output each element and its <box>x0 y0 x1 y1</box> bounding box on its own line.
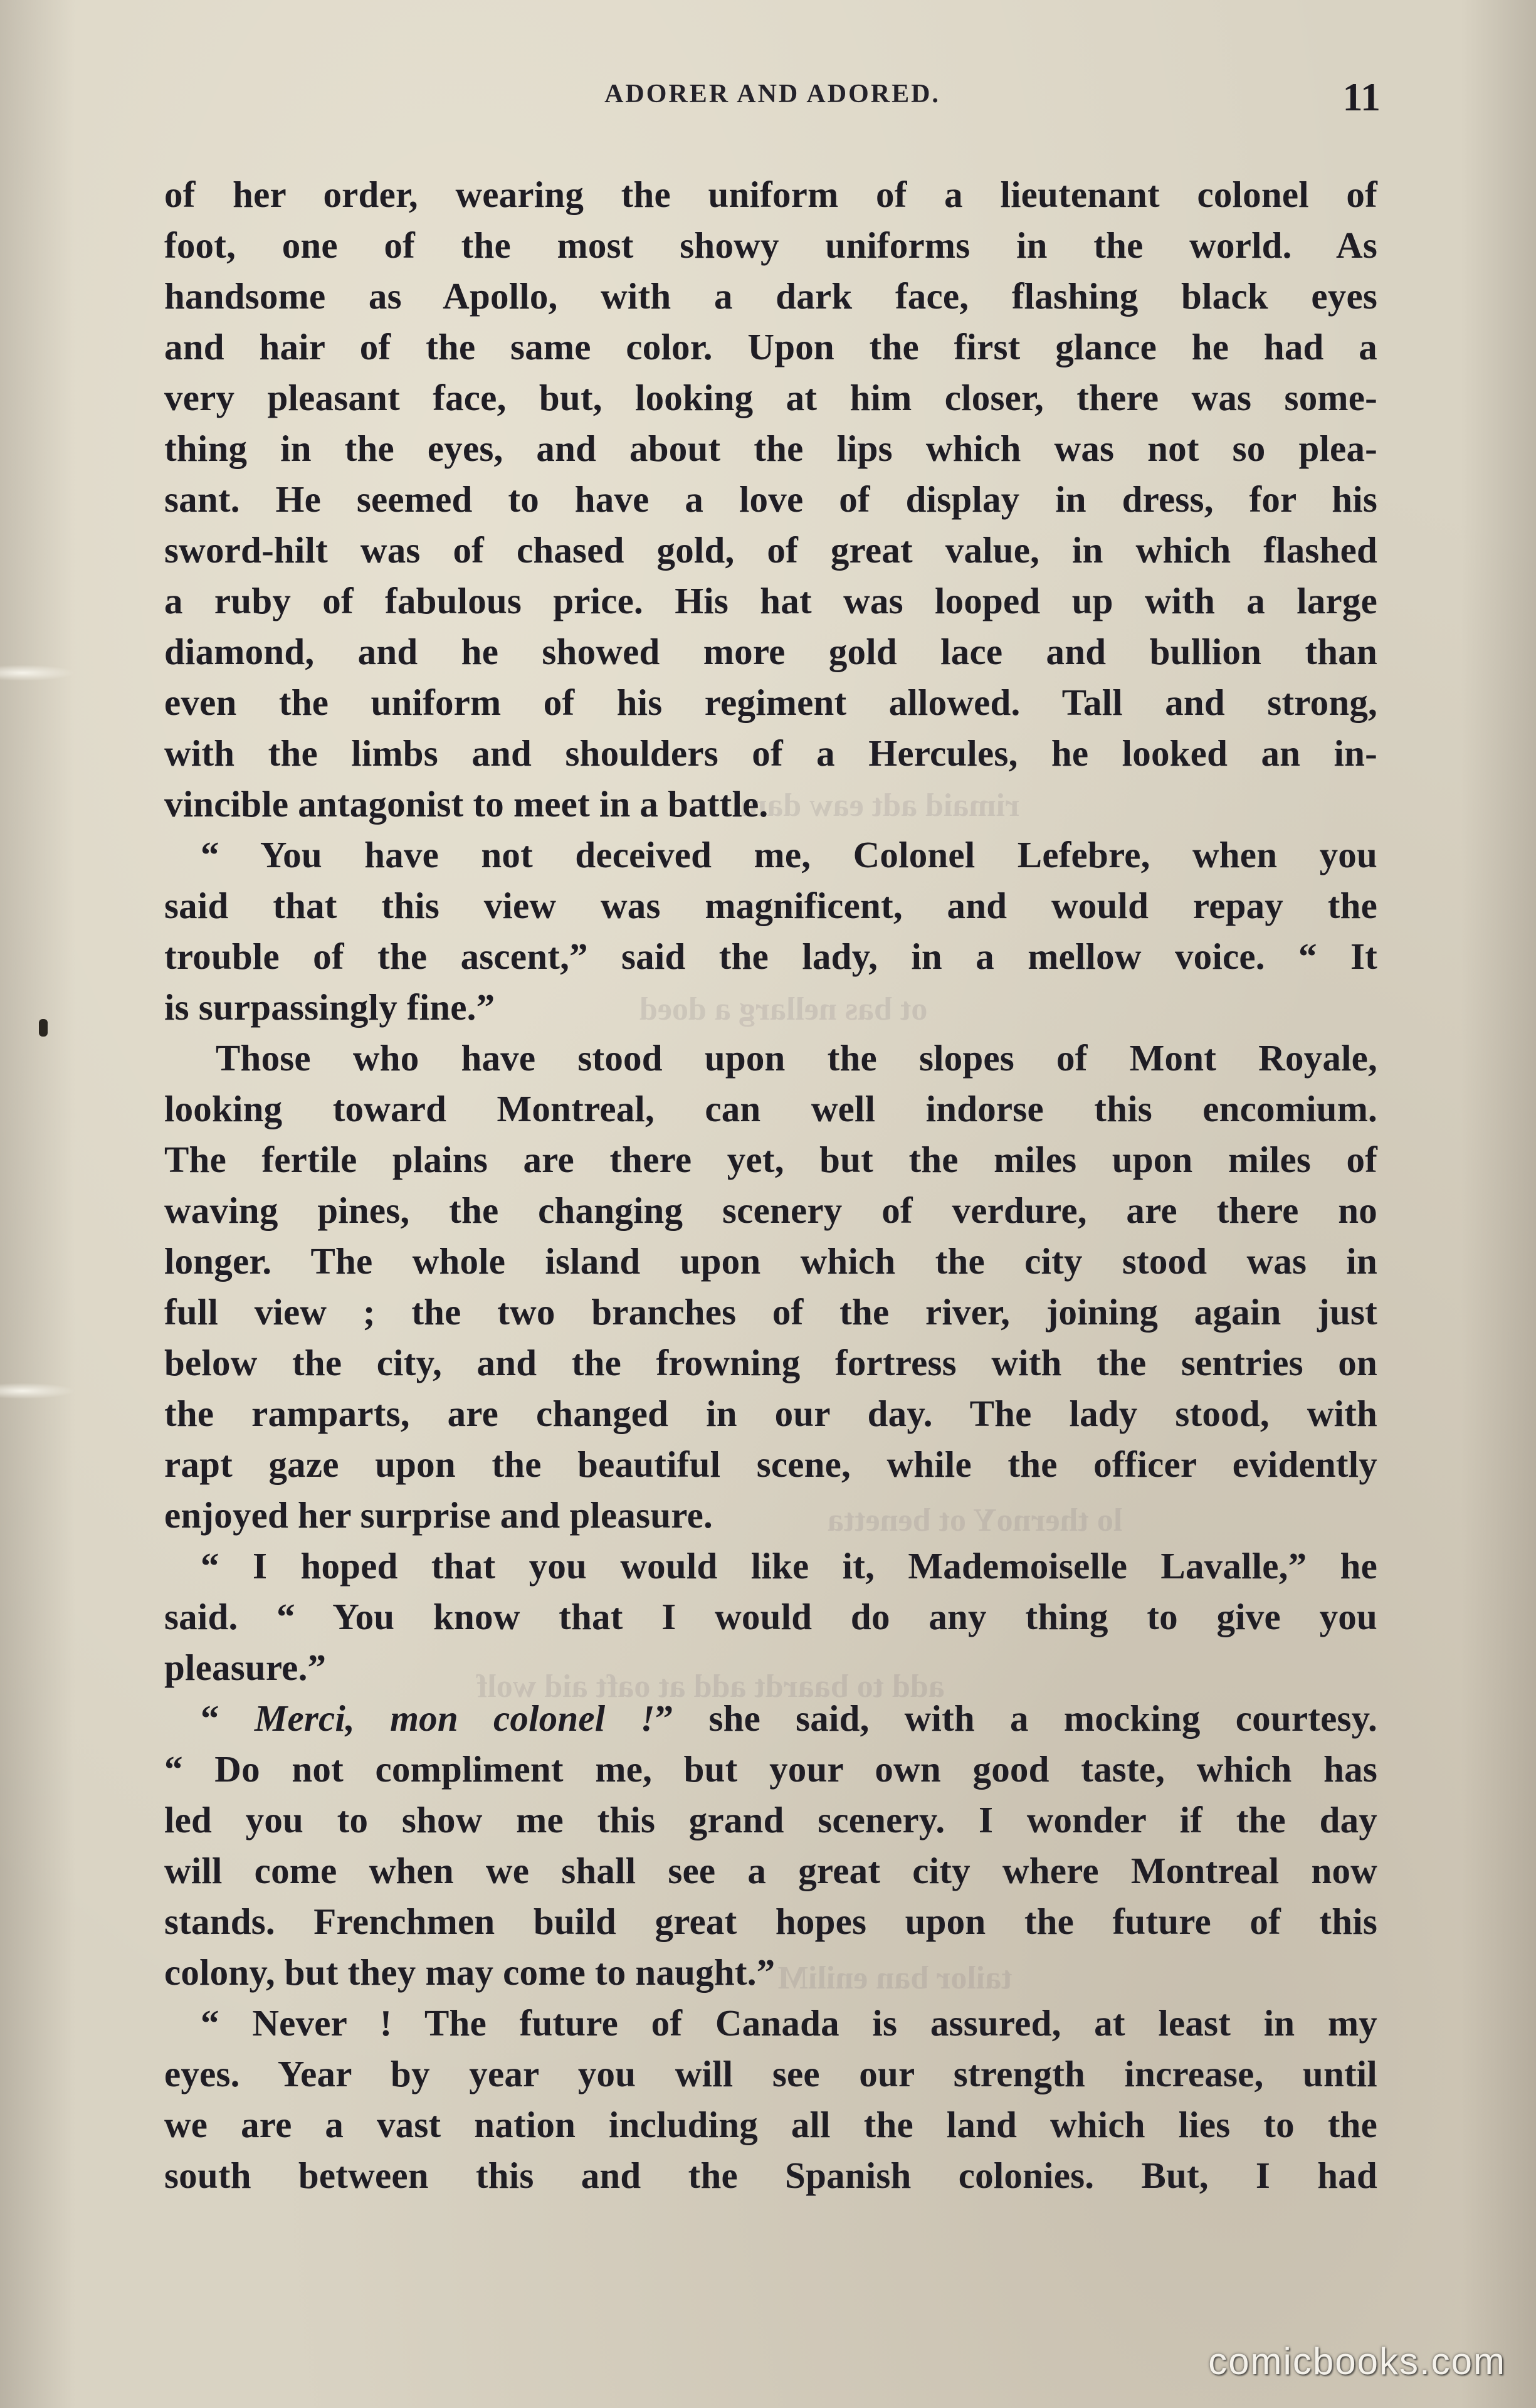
text-line: even the uniform of his regiment allowed. Tall and strong, <box>164 682 1377 723</box>
text-line: looking toward Montreal, can well indorse this encomium. <box>164 1088 1377 1129</box>
text-line: trouble of the ascent,” said the lady, in a mellow voice. “ It <box>164 936 1377 977</box>
text-line: with the limbs and shoulders of a Hercules, he looked an in- <box>164 732 1377 774</box>
text-line: very pleasant face, but, looking at him closer, there was some- <box>164 377 1377 418</box>
bleed-through-text: add to baardt add at oaft aid wolf <box>476 1669 945 1704</box>
text-line: will come when we shall see a great city where Montreal now <box>164 1850 1377 1891</box>
bleed-through-text: tailor ban eniliM <box>777 1960 1013 1996</box>
text-line: The fertile plains are there yet, but the miles upon miles of <box>164 1139 1377 1180</box>
text-line: said. “ You know that I would do any thing to give you <box>164 1596 1377 1637</box>
bleed-through-text: lo thernoY ot benetta <box>828 1502 1123 1538</box>
binding-mark <box>0 665 75 681</box>
text-line: south between this and the Spanish colonies. But, I had <box>164 2155 1377 2196</box>
body-text <box>164 169 1377 2201</box>
binding-mark <box>0 1383 75 1399</box>
binding-mark <box>39 1019 48 1037</box>
text-line: “ Never ! The future of Canada is assured, at least in my <box>201 2002 1377 2044</box>
bleed-through-text: rimaid adt eaw dam <box>740 788 1020 823</box>
running-title: ADORER AND ADORED. <box>604 80 940 108</box>
page-number: 11 <box>1342 75 1381 119</box>
text-line: full view ; the two branches of the river, joining again just <box>164 1291 1377 1333</box>
text-line: eyes. Year by year you will see our strength increase, until <box>164 2053 1377 2094</box>
text-line: sword-hilt was of chased gold, of great value, in which flashed <box>164 529 1377 571</box>
text-line: Those who have stood upon the slopes of Mont Royale, <box>216 1037 1377 1079</box>
text-line: rapt gaze upon the beautiful scene, while the officer evidently <box>164 1444 1377 1485</box>
text-line: stands. Frenchmen build great hopes upon the future of this <box>164 1901 1377 1942</box>
italic-phrase: Merci, mon colonel ! <box>254 1698 655 1739</box>
watermark: comicbooks.com <box>1208 2340 1506 2382</box>
text-line: “ I hoped that you would like it, Mademoiselle Lavalle,” he <box>201 1545 1377 1587</box>
text-line: foot, one of the most showy uniforms in the world. As <box>164 224 1377 266</box>
text-line: “ Do not compliment me, but your own good taste, which has <box>164 1748 1377 1790</box>
text-line: is surpassingly fine.” <box>164 986 495 1028</box>
text-line: waving pines, the changing scenery of verdure, are there no <box>164 1190 1377 1231</box>
text-line: below the city, and the frowning fortress with the sentries on <box>164 1342 1377 1383</box>
page-header <box>164 74 1381 124</box>
text-line: the ramparts, are changed in our day. The lady stood, with <box>164 1393 1377 1434</box>
text-line: we are a vast nation including all the land which lies to the <box>164 2104 1377 2145</box>
text-line: colony, but they may come to naught.” <box>164 1951 776 1993</box>
text-line: said that this view was magnificent, and would repay the <box>164 885 1377 926</box>
text-line: and hair of the same color. Upon the first glance he had a <box>164 326 1377 367</box>
text-line: handsome as Apollo, with a dark face, flashing black eyes <box>164 275 1377 317</box>
text-line: diamond, and he showed more gold lace and bullion than <box>164 631 1377 672</box>
text-line: pleasure.” <box>164 1647 327 1688</box>
text-line: a ruby of fabulous price. His hat was looped up with a large <box>164 580 1377 621</box>
text-line: thing in the eyes, and about the lips which was not so plea- <box>164 428 1377 469</box>
text-line: of her order, wearing the uniform of a lieutenant colonel of <box>164 174 1377 215</box>
text-line: “ You have not deceived me, Colonel Lefebre, when you <box>201 834 1377 875</box>
text-line: enjoyed her surprise and pleasure. <box>164 1494 713 1536</box>
bleed-through-text: ot bas nellarg a doed <box>639 991 928 1027</box>
text-line: led you to show me this grand scenery. I wonder if the day <box>164 1799 1377 1840</box>
text-line: sant. He seemed to have a love of display in dress, for his <box>164 478 1377 520</box>
text-line: “ Merci, mon colonel !” she said, with a mocking courtesy. <box>201 1698 1378 1739</box>
text-line: vincible antagonist to meet in a battle. <box>164 783 769 825</box>
text-line: longer. The whole island upon which the city stood was in <box>164 1240 1377 1282</box>
